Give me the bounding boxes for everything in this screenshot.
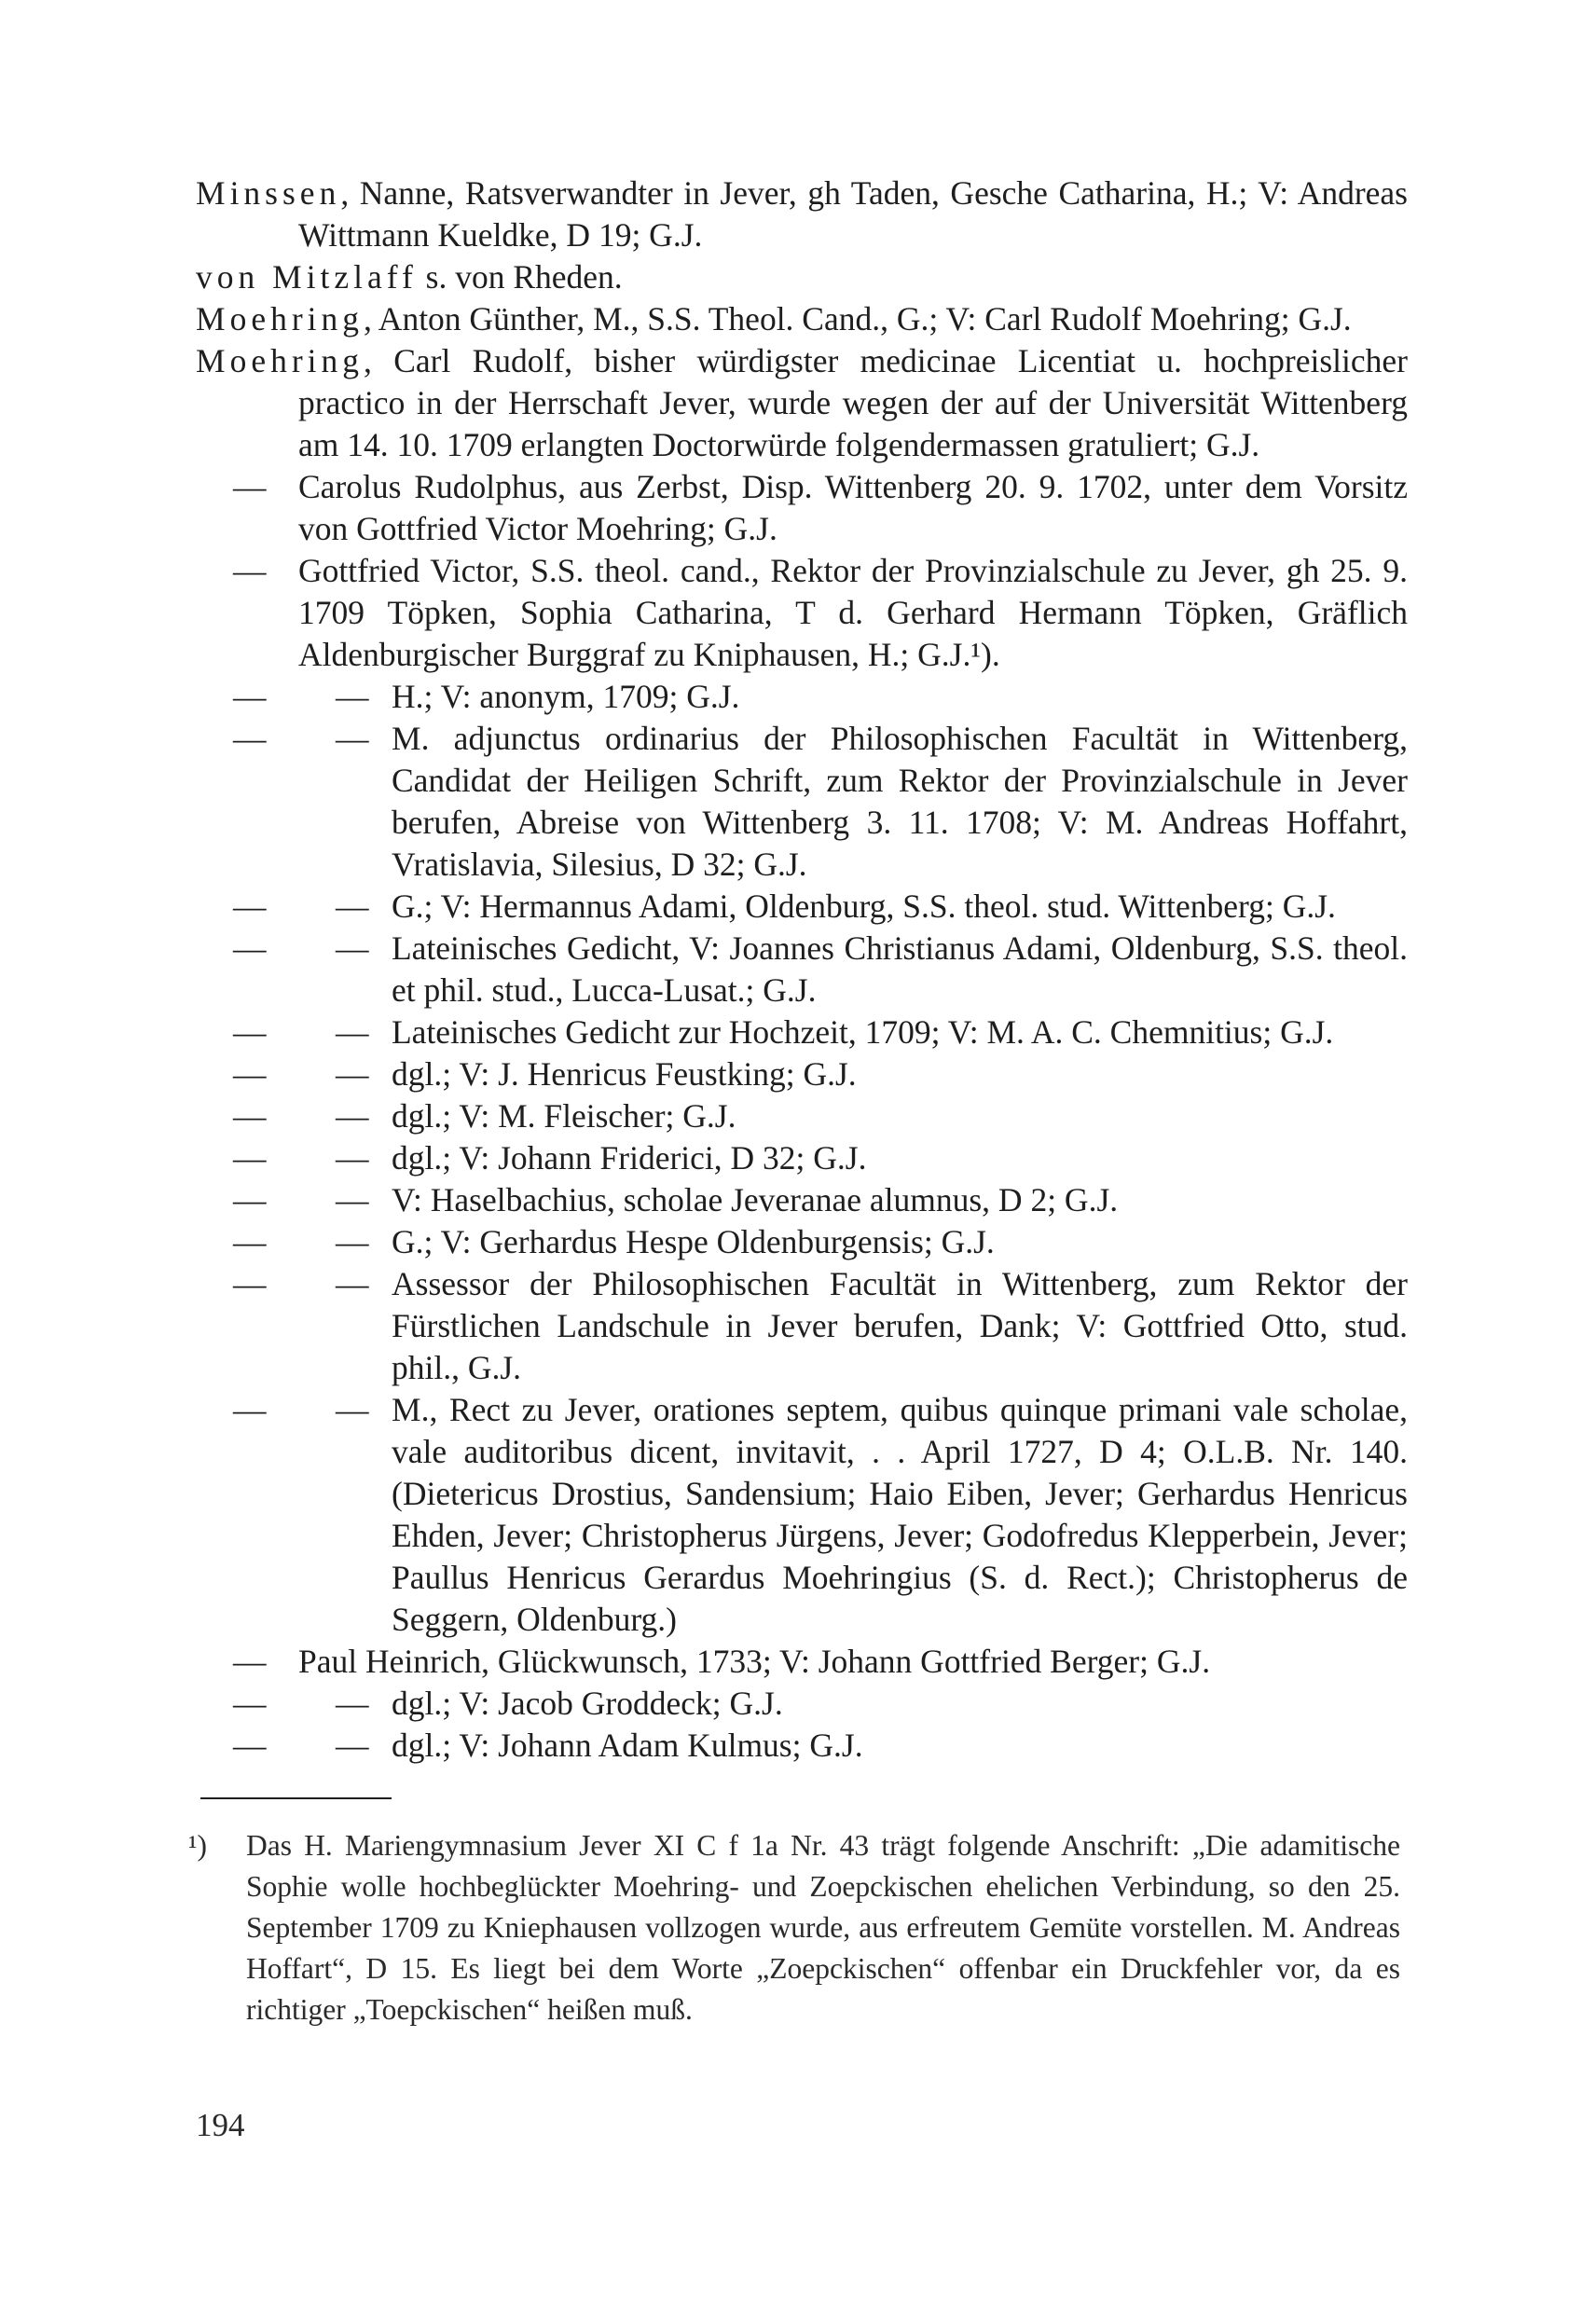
entry-dash: — [336, 678, 369, 715]
entry-dash: — [233, 929, 267, 967]
entry-dash: — [336, 1139, 369, 1177]
entry-dash: — [233, 888, 267, 925]
entry-text: H.; V: anonym, 1709; G.J. [392, 678, 740, 715]
entry-dash: — [233, 468, 267, 505]
register-entry [196, 1683, 1408, 1725]
entry-dash: — [233, 1013, 267, 1051]
entry-dash: — [233, 552, 267, 589]
footnote-separator [200, 1797, 392, 1799]
entry-text: dgl.; V: Jacob Groddeck; G.J. [392, 1685, 783, 1722]
register-entry [196, 1053, 1408, 1095]
register-entry [196, 1012, 1408, 1053]
entry-dash: — [336, 1181, 369, 1218]
entry-text: dgl.; V: J. Henricus Feustking; G.J. [392, 1055, 857, 1093]
register-entry [196, 1641, 1408, 1683]
entry-text: , Carl Rudolf, bisher würdigster medicinae Licentiat u. hochpreislicher practico in der Herrschaft Jever, wurde wegen der auf der Universität Wittenberg am 14. 10. 1709 erlangten Doctorwürde folgendermassen gratuliert; G.J. [298, 342, 1408, 463]
register-entry [196, 1179, 1408, 1221]
register-entry [196, 340, 1408, 466]
entry-dash: — [336, 929, 369, 967]
entry-dash: — [233, 1139, 267, 1177]
entry-text: Gottfried Victor, S.S. theol. cand., Rektor der Provinzialschule zu Jever, gh 25. 9. 1709 Töpken, Sophia Catharina, T d. Gerhard Hermann Töpken, Gräflich Aldenburgischer Burggraf zu Kniphausen, H.; G.J.¹). [298, 552, 1408, 673]
entry-text: , Anton Günther, M., S.S. Theol. Cand., G.; V: Carl Rudolf Moehring; G.J. [364, 300, 1352, 337]
entry-text: Carolus Rudolphus, aus Zerbst, Disp. Wittenberg 20. 9. 1702, unter dem Vorsitz von Gottfried Victor Moehring; G.J. [298, 468, 1408, 547]
footnote-text: Das H. Mariengymnasium Jever XI C f 1a Nr. 43 trägt folgende Anschrift: „Die adamitische Sophie wolle hochbeglückter Moehring- und Zoepckischen ehelichen Verbindung, so den 25. September 1709 zu Kniephausen vollzogen wurde, aus erfreutem Gemüte vorstellen. M. Andreas Hoffart“, D 15. Es liegt bei dem Worte „Zoepckischen“ offenbar ein Druckfehler vor, da es richtiger „Toepckischen“ heißen muß. [246, 1829, 1400, 2026]
register-entry [196, 718, 1408, 886]
register-entry [196, 1095, 1408, 1137]
entry-dash: — [233, 1727, 267, 1764]
entry-text: Lateinisches Gedicht, V: Joannes Christianus Adami, Oldenburg, S.S. theol. et phil. stud., Lucca-Lusat.; G.J. [392, 929, 1408, 1009]
register-entry [196, 1137, 1408, 1179]
entry-text: dgl.; V: Johann Friderici, D 32; G.J. [392, 1139, 867, 1177]
register-entry [196, 550, 1408, 676]
entry-text: M. adjunctus ordinarius der Philosophischen Facultät in Wittenberg, Candidat der Heiligen Schrift, zum Rektor der Provinzialschule in Jever berufen, Abreise von Wittenberg 3. 11. 1708; V: M. Andreas Hoffahrt, Vratislavia, Silesius, D 32; G.J. [392, 720, 1408, 883]
register-entry [196, 172, 1408, 256]
register-entry [196, 256, 1408, 298]
entry-dash: — [233, 1643, 267, 1680]
entry-dash: — [336, 1013, 369, 1051]
entry-text: Lateinisches Gedicht zur Hochzeit, 1709; V: M. A. C. Chemnitius; G.J. [392, 1013, 1334, 1051]
entry-dash: — [233, 1223, 267, 1260]
entry-dash: — [233, 1685, 267, 1722]
entry-dash: — [336, 720, 369, 757]
entry-dash: — [336, 1265, 369, 1302]
entry-dash: — [233, 1181, 267, 1218]
entry-dash: — [233, 1097, 267, 1135]
register-entry [196, 298, 1408, 340]
entry-text: s. von Rheden. [417, 258, 623, 296]
register-entry [196, 886, 1408, 928]
entry-text: G.; V: Gerhardus Hespe Oldenburgensis; G.J. [392, 1223, 995, 1260]
entry-text: V: Haselbachius, scholae Jeveranae alumnus, D 2; G.J. [392, 1181, 1119, 1218]
register-entry [196, 1725, 1408, 1767]
entry-dash: — [233, 678, 267, 715]
footnote [188, 1825, 1400, 2030]
entry-dash: — [336, 1391, 369, 1428]
register-entry [196, 1389, 1408, 1641]
entry-surname: Minssen [196, 174, 341, 212]
entry-dash: — [336, 1223, 369, 1260]
entry-dash: — [336, 888, 369, 925]
entry-text: Paul Heinrich, Glückwunsch, 1733; V: Johann Gottfried Berger; G.J. [298, 1643, 1211, 1680]
entry-dash: — [233, 1265, 267, 1302]
register-entry [196, 676, 1408, 718]
entry-surname: von Mitzlaff [196, 258, 418, 296]
entry-dash: — [233, 720, 267, 757]
entry-text: Assessor der Philosophischen Facultät in Wittenberg, zum Rektor der Fürstlichen Landschule in Jever berufen, Dank; V: Gottfried Otto, stud. phil., G.J. [392, 1265, 1408, 1386]
entry-surname: Moehring [196, 300, 365, 337]
register-entries [196, 172, 1408, 1767]
entry-dash: — [336, 1055, 369, 1093]
entry-dash: — [233, 1055, 267, 1093]
entry-dash: — [336, 1685, 369, 1722]
register-entry [196, 466, 1408, 550]
entry-dash: — [336, 1727, 369, 1764]
entry-text: M., Rect zu Jever, orationes septem, quibus quinque primani vale scholae, vale auditoribus dicent, invitavit, . . April 1727, D 4; O.L.B. Nr. 140. (Dietericus Drostius, Sandensium; Haio Eiben, Jever; Gerhardus Henricus Ehden, Jever; Christopherus Jürgens, Jever; Godofredus Klepperbein, Jever; Paullus Henricus Gerardus Moehringius (S. d. Rect.); Christopherus de Seggern, Oldenburg.) [392, 1391, 1408, 1638]
footnote-mark: ¹) [188, 1829, 207, 1862]
register-entry [196, 1263, 1408, 1389]
entry-surname: Moehring [196, 342, 365, 379]
entry-dash: — [233, 1391, 267, 1428]
entry-text: dgl.; V: Johann Adam Kulmus; G.J. [392, 1727, 863, 1764]
entry-text: , Nanne, Ratsverwandter in Jever, gh Taden, Gesche Catharina, H.; V: Andreas Wittmann Kueldke, D 19; G.J. [298, 174, 1408, 254]
register-entry [196, 928, 1408, 1012]
entry-dash: — [336, 1097, 369, 1135]
page-number: 194 [196, 2107, 245, 2143]
entry-text: G.; V: Hermannus Adami, Oldenburg, S.S. theol. stud. Wittenberg; G.J. [392, 888, 1336, 925]
entry-text: dgl.; V: M. Fleischer; G.J. [392, 1097, 736, 1135]
register-entry [196, 1221, 1408, 1263]
